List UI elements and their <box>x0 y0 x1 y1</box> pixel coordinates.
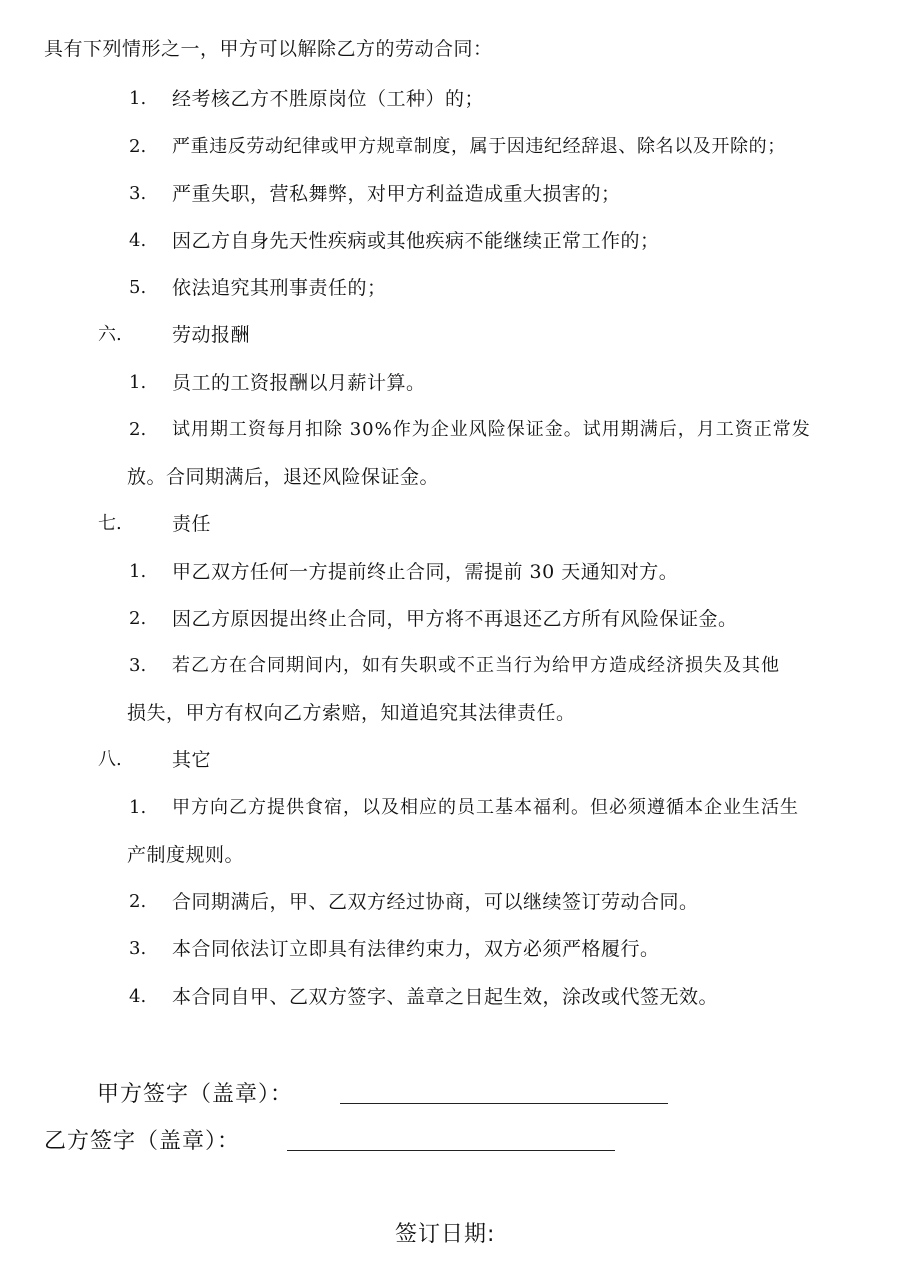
section-item-continuation: 产制度规则。 <box>127 844 245 866</box>
item-number: 4. <box>129 986 147 1007</box>
section-item: 试用期工资每月扣除 30%作为企业风险保证金。试用期满后，月工资正常发 <box>172 419 811 440</box>
section-item-continuation: 放。合同期满后，退还风险保证金。 <box>127 466 440 488</box>
party-b-signature-label: 乙方签字（盖章）： <box>44 1129 241 1154</box>
item-number: 1. <box>129 88 147 109</box>
item-number: 1. <box>129 797 147 818</box>
section-number: 七. <box>98 513 122 534</box>
item-number: 4. <box>129 230 147 251</box>
section-title: 劳动报酬 <box>172 324 251 346</box>
item-number: 3. <box>129 938 147 959</box>
item-number: 2. <box>129 136 147 157</box>
item-number: 1. <box>129 561 147 582</box>
termination-item: 经考核乙方不胜原岗位（工种）的； <box>172 88 485 110</box>
party-b-signature-line[interactable] <box>287 1150 615 1151</box>
termination-item: 严重违反劳动纪律或甲方规章制度，属于因违纪经辞退、除名以及开除的； <box>172 136 786 157</box>
section-item: 因乙方原因提出终止合同，甲方将不再退还乙方所有风险保证金。 <box>172 608 738 630</box>
section-item: 甲方向乙方提供食宿，以及相应的员工基本福利。但必须遵循本企业生活生 <box>172 797 799 818</box>
intro-text: 具有下列情形之一，甲方可以解除乙方的劳动合同： <box>44 38 493 60</box>
section-item: 若乙方在合同期间内，如有失职或不正当行为给甲方造成经济损失及其他 <box>172 655 780 676</box>
section-title: 责任 <box>172 513 212 535</box>
section-item: 本合同依法订立即具有法律约束力，双方必须严格履行。 <box>172 938 660 960</box>
section-item: 合同期满后，甲、乙双方经过协商，可以继续签订劳动合同。 <box>172 891 699 913</box>
section-title: 其它 <box>172 749 212 771</box>
item-number: 3. <box>129 655 147 676</box>
party-a-signature-line[interactable] <box>340 1103 668 1104</box>
item-number: 1. <box>129 372 147 393</box>
item-number: 2. <box>129 419 147 440</box>
section-item: 甲乙双方任何一方提前终止合同，需提前 30 天通知对方。 <box>172 561 679 583</box>
item-number: 2. <box>129 608 147 629</box>
section-number: 六. <box>98 324 122 345</box>
item-number: 2. <box>129 891 147 912</box>
section-item: 员工的工资报酬以月薪计算。 <box>172 372 426 394</box>
section-item: 本合同自甲、乙双方签字、盖章之日起生效，涂改或代签无效。 <box>172 986 719 1008</box>
termination-item: 因乙方自身先天性疾病或其他疾病不能继续正常工作的； <box>172 230 660 252</box>
section-number: 八. <box>98 749 122 770</box>
termination-item: 严重失职，营私舞弊，对甲方利益造成重大损害的； <box>172 183 621 205</box>
item-number: 5. <box>129 277 147 298</box>
section-item-continuation: 损失，甲方有权向乙方索赔，知道追究其法律责任。 <box>127 702 576 724</box>
item-number: 3. <box>129 183 147 204</box>
termination-item: 依法追究其刑事责任的； <box>172 277 387 299</box>
party-a-signature-label: 甲方签字（盖章）： <box>97 1082 294 1107</box>
signing-date-label: 签订日期: <box>395 1222 496 1247</box>
